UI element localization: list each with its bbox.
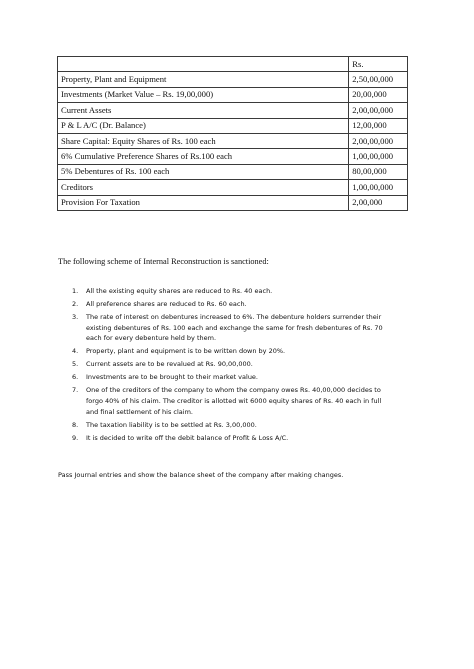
list-line: Investments are to be brought to their market value.	[86, 373, 258, 382]
table-row	[58, 133, 408, 148]
list-line: It is decided to write off the debit balance of Profit & Loss A/C.	[86, 433, 289, 442]
row-item-cell: Share Capital: Equity Shares of Rs. 100 each	[58, 133, 349, 148]
list-item	[58, 286, 418, 297]
table-row	[58, 149, 408, 164]
row-amount-cell: 1,00,00,000	[349, 149, 408, 164]
table-row	[58, 164, 408, 179]
table-row	[58, 103, 408, 118]
header-amount-cell: Rs.	[349, 57, 408, 72]
scheme-list	[58, 286, 418, 446]
table-header-row	[58, 57, 408, 72]
header-item-cell	[58, 57, 349, 72]
row-item-cell: Property, Plant and Equipment	[58, 72, 349, 87]
list-item	[58, 299, 418, 310]
list-item	[58, 420, 418, 431]
row-amount-cell: 1,00,00,000	[349, 180, 408, 195]
table-row	[58, 118, 408, 133]
list-line: All the existing equity shares are reduced to Rs. 40 each.	[86, 287, 273, 295]
list-number: 8.	[72, 420, 79, 429]
list-line: One of the creditors of the company to whom the company owes Rs. 40,00,000 decides to	[86, 386, 381, 395]
list-item	[58, 312, 418, 344]
table-row	[58, 87, 408, 102]
scheme-intro: The following scheme of Internal Reconstruction is sanctioned:	[58, 257, 269, 266]
list-line: All preference shares are reduced to Rs. 60 each.	[86, 300, 247, 308]
list-number: 6.	[72, 373, 79, 382]
table-row	[58, 180, 408, 195]
list-line: Current assets are to be revalued at Rs. 90,00,000.	[86, 360, 253, 369]
list-line: each for every debenture held by them.	[86, 334, 217, 343]
row-item-cell: 6% Cumulative Preference Shares of Rs.100 each	[58, 149, 349, 164]
list-line: existing debentures of Rs. 100 each and exchange the same for fresh debentures of Rs. 70	[86, 323, 383, 332]
list-item	[58, 359, 418, 370]
list-number: 1.	[72, 287, 79, 295]
table-row	[58, 72, 408, 87]
row-item-cell: P & L A/C (Dr. Balance)	[58, 118, 349, 133]
row-amount-cell: 20,00,000	[349, 87, 408, 102]
list-item	[58, 433, 418, 444]
list-line: Property, plant and equipment is to be written down by 20%.	[86, 347, 286, 356]
list-number: 4.	[72, 347, 79, 356]
list-number: 3.	[72, 313, 79, 321]
list-number: 2.	[72, 300, 79, 308]
list-line: and final settlement of his claim.	[86, 407, 193, 416]
row-item-cell: Current Assets	[58, 103, 349, 118]
list-number: 5.	[72, 360, 79, 369]
row-amount-cell: 80,00,000	[349, 164, 408, 179]
row-amount-cell: 2,00,00,000	[349, 133, 408, 148]
table-row	[58, 195, 408, 210]
row-item-cell: 5% Debentures of Rs. 100 each	[58, 164, 349, 179]
list-line: The taxation liability is to be settled at Rs. 3,00,000.	[86, 420, 257, 429]
task-instruction: Pass Journal entries and show the balance sheet of the company after making changes.	[58, 471, 344, 479]
list-number: 7.	[72, 386, 79, 395]
row-amount-cell: 12,00,000	[349, 118, 408, 133]
row-item-cell: Creditors	[58, 180, 349, 195]
balance-table	[57, 56, 408, 211]
row-amount-cell: 2,00,000	[349, 195, 408, 210]
list-line: The rate of interest on debentures increased to 6%. The debenture holders surrender their	[86, 313, 382, 321]
row-item-cell: Investments (Market Value – Rs. 19,00,000)	[58, 87, 349, 102]
list-item	[58, 346, 418, 357]
list-item	[58, 385, 418, 417]
list-item	[58, 372, 418, 383]
list-line: forgo 40% of his claim. The creditor is allotted wit 6000 equity shares of Rs. 40 each in full	[86, 397, 382, 406]
row-amount-cell: 2,00,00,000	[349, 103, 408, 118]
row-amount-cell: 2,50,00,000	[349, 72, 408, 87]
list-number: 9.	[72, 433, 79, 442]
row-item-cell: Provision For Taxation	[58, 195, 349, 210]
